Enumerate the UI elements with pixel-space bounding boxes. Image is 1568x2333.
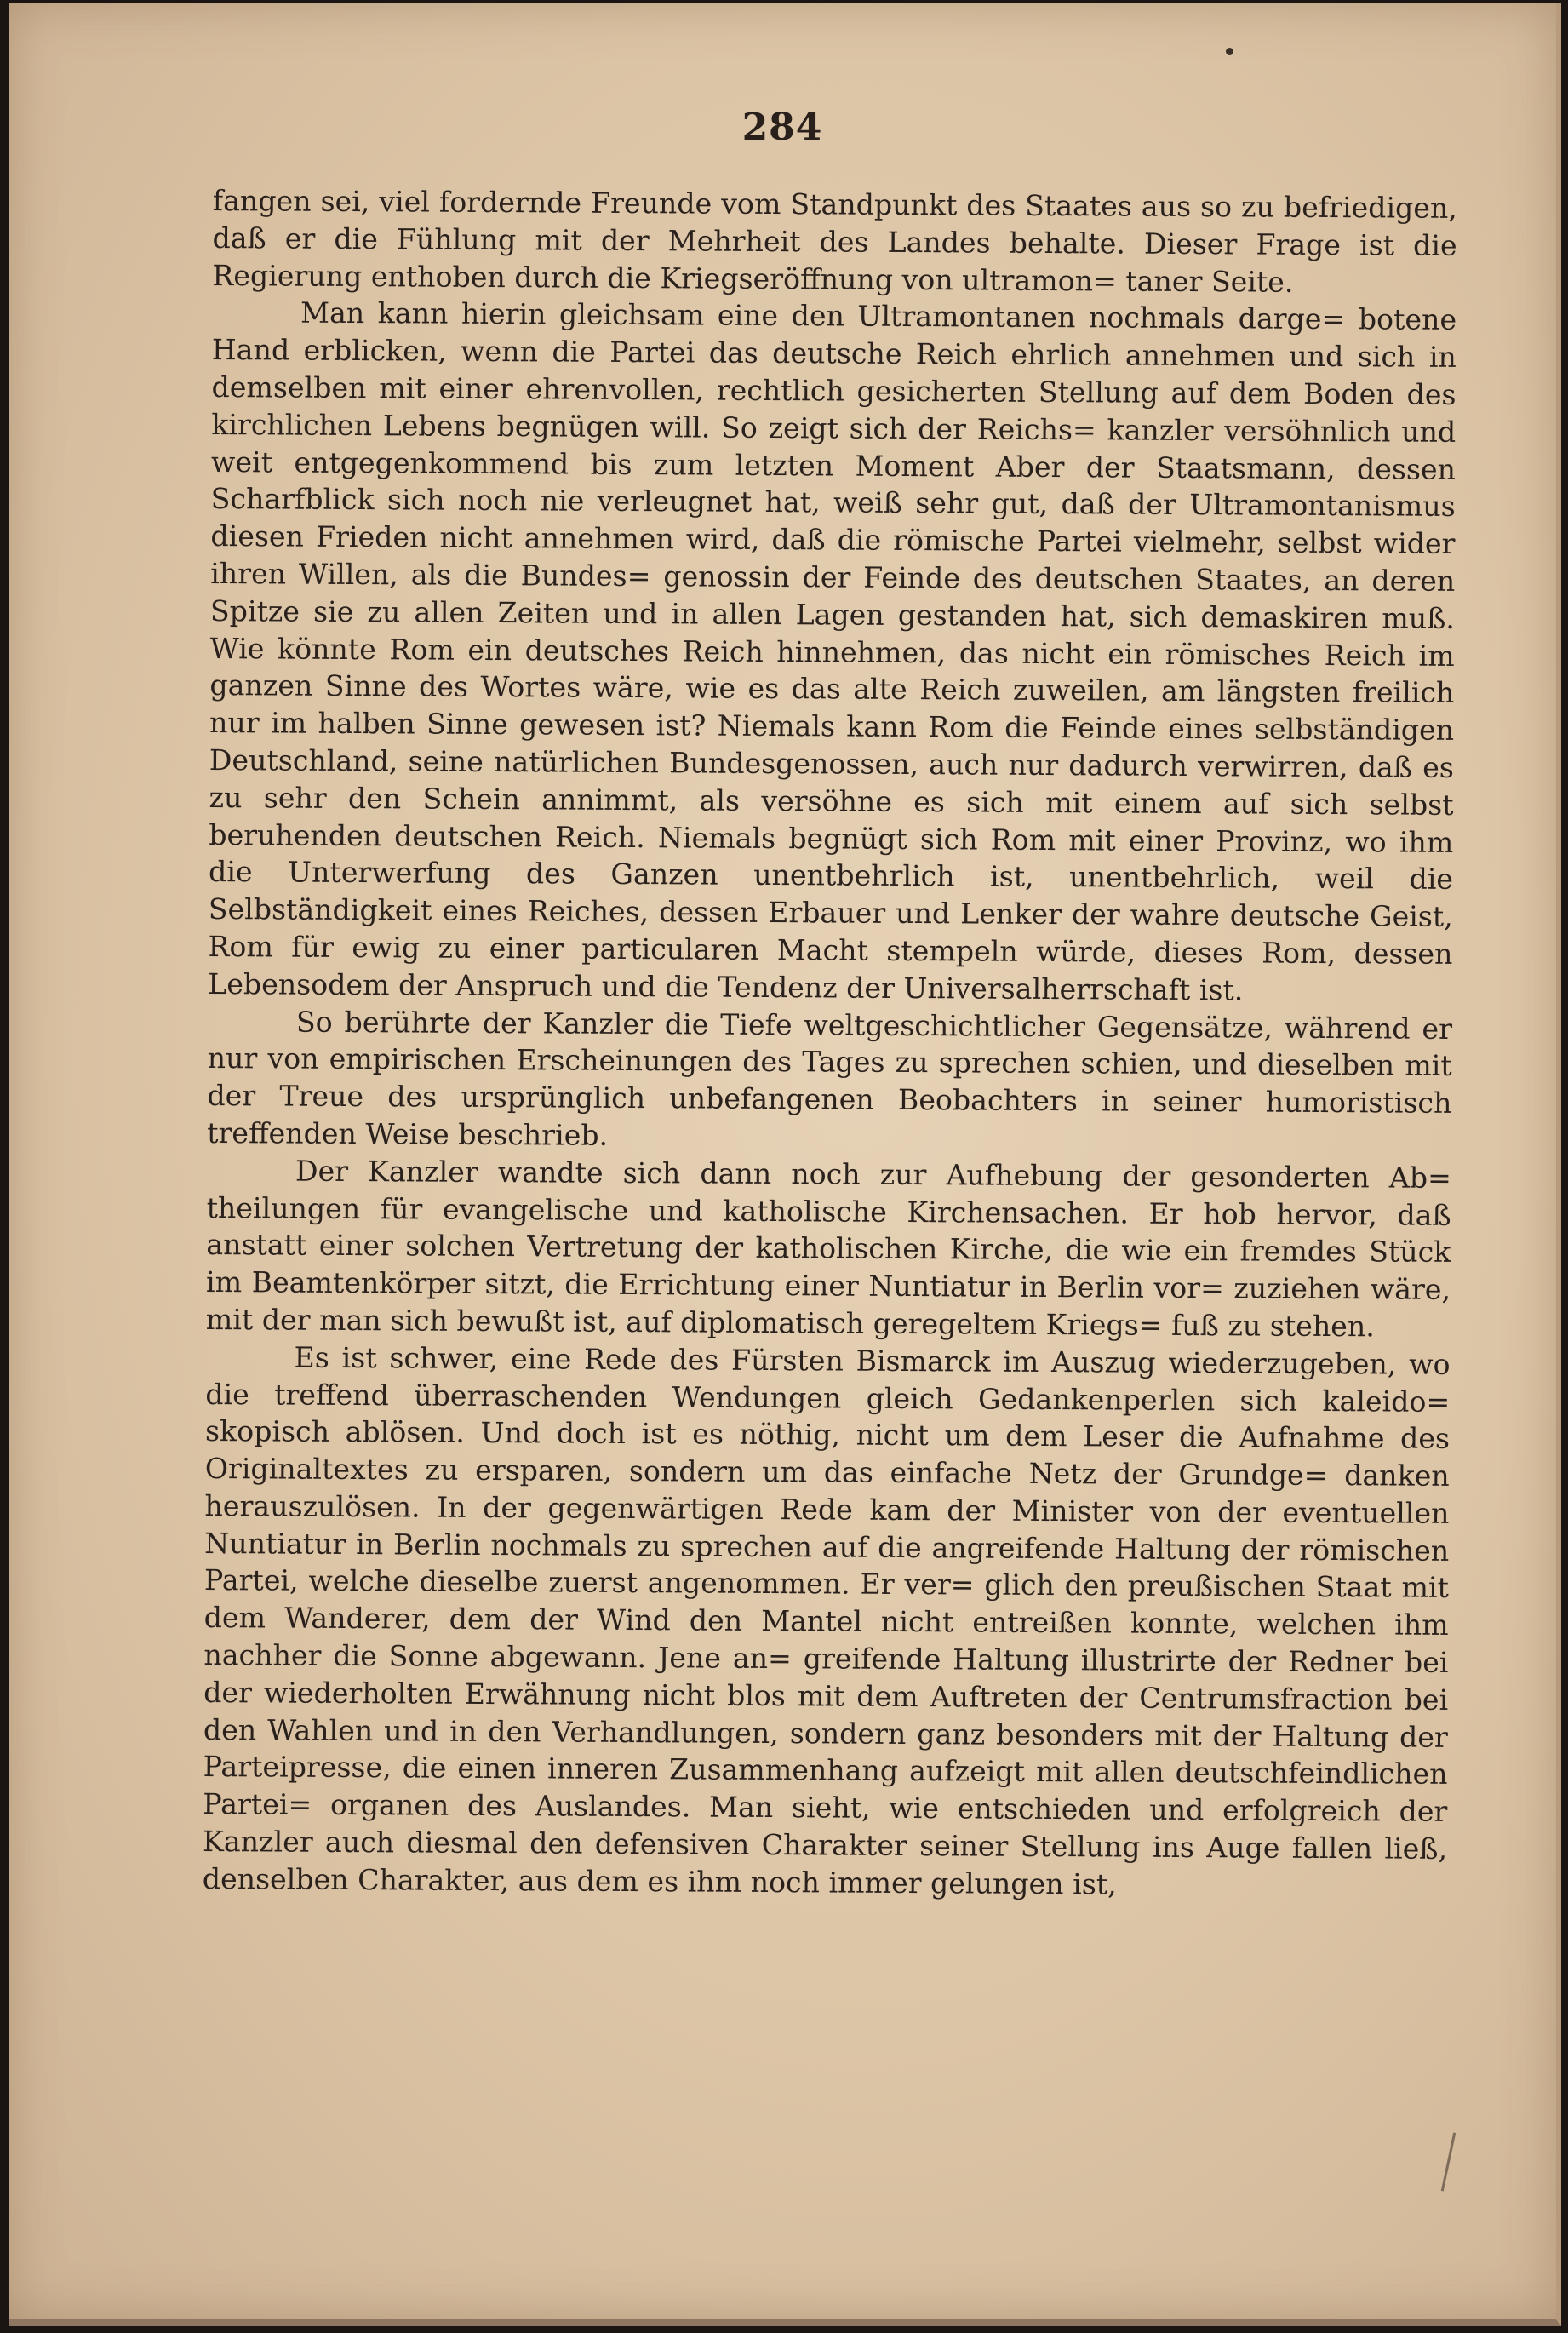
page-number: 284 [741, 106, 823, 149]
book-page [9, 3, 1561, 2326]
stray-pencil-mark [1441, 2132, 1456, 2191]
paragraph-5: Es ist schwer, eine Rede des Fürsten Bismarck im Auszug wiederzugeben, wo die treffend überraschenden Wendungen gleich Gedankenperlen sich kaleido= skopisch ablösen. Und doch ist es nöthig, nicht um dem Leser die Aufnahme des Originaltextes zu ersparen, sondern um das einfache Netz der Grundge= danken herauszulösen. In der gegenwärtigen Rede kam der Minister von der eventuellen Nuntiatur in Berlin nochmals zu sprechen auf die angreifende Haltung der römischen Partei, welche dieselbe zuerst angenommen. Er ver= glich den preußischen Staat mit dem Wanderer, dem der Wind den Mantel nicht entreißen konnte, welchen ihm nachher die Sonne abgewann. Jene an= greifende Haltung illustrirte der Redner bei der wiederholten Erwähnung nicht blos mit dem Auftreten der Centrumsfraction bei den Wahlen und in den Verhandlungen, sondern ganz besonders mit der Haltung der Parteipresse, die einen inneren Zusammenhang aufzeigt mit allen deutschfeindlichen Partei= organen des Auslandes. Man sieht, wie entschieden und erfolgreich der Kanzler auch diesmal den defensiven Charakter seiner Stellung ins Auge fallen ließ, denselben Charakter, aus dem es ihm noch immer gelungen ist, [202, 1340, 1451, 1901]
paragraph-1: fangen sei, viel fordernde Freunde vom Standpunkt des Staates aus so zu befriedigen, daß er die Fühlung mit der Mehrheit des Landes behalte. Dieser Frage ist die Regierung enthoben durch die Kriegseröffnung von ultramon= taner Seite. [212, 183, 1457, 299]
paragraph-4: Der Kanzler wandte sich dann noch zur Aufhebung der gesonderten Ab= theilungen für evangelische und katholische Kirchensachen. Er hob hervor, daß anstatt einer solchen Vertretung der katholischen Kirche, die wie ein fremdes Stück im Beamtenkörper sitzt, die Errichtung einer Nuntiatur in Berlin vor= zuziehen wäre, mit der man sich bewußt ist, auf diplomatisch geregeltem Kriegs= fuß zu stehen. [205, 1154, 1452, 1344]
paragraph-3: So berührte der Kanzler die Tiefe weltgeschichtlicher Gegensätze, während er nur von empirischen Erscheinungen des Tages zu sprechen schien, und dieselben mit der Treue des ursprünglich unbefangenen Beobachters in seiner humoristisch treffenden Weise beschrieb. [207, 1005, 1453, 1152]
ink-dot [1226, 48, 1233, 55]
body-text [203, 182, 1457, 1906]
paragraph-2: Man kann hierin gleichsam eine den Ultramontanen nochmals darge= botene Hand erblicken, wenn die Partei das deutsche Reich ehrlich annehmen und sich in demselben mit einer ehrenvollen, rechtlich gesicherten Stellung auf dem Boden des kirchlichen Lebens begnügen will. So zeigt sich der Reichs= kanzler versöhnlich und weit entgegenkommend bis zum letzten Moment Aber der Staatsmann, dessen Scharfblick sich noch nie verleugnet hat, weiß sehr gut, daß der Ultramontanismus diesen Frieden nicht annehmen wird, daß die römische Partei vielmehr, selbst wider ihren Willen, als die Bundes= genossin der Feinde des deutschen Staates, an deren Spitze sie zu allen Zeiten und in allen Lagen gestanden hat, sich demaskiren muß. Wie könnte Rom ein deutsches Reich hinnehmen, das nicht ein römisches Reich im ganzen Sinne des Wortes wäre, wie es das alte Reich zuweilen, am längsten freilich nur im halben Sinne gewesen ist? Niemals kann Rom die Feinde eines selbständigen Deutschland, seine natürlichen Bundesgenossen, auch nur dadurch verwirren, daß es zu sehr den Schein annimmt, als versöhne es sich mit einem auf sich selbst beruhenden deutschen Reich. Niemals begnügt sich Rom mit einer Provinz, wo ihm die Unterwerfung des Ganzen unentbehrlich ist, unentbehrlich, weil die Selbständigkeit eines Reiches, dessen Erbauer und Lenker der wahre deutsche Geist, Rom für ewig zu einer particularen Macht stempeln würde, dieses Rom, dessen Lebensodem der Anspruch und die Tendenz der Universalherrschaft ist. [208, 296, 1457, 1007]
